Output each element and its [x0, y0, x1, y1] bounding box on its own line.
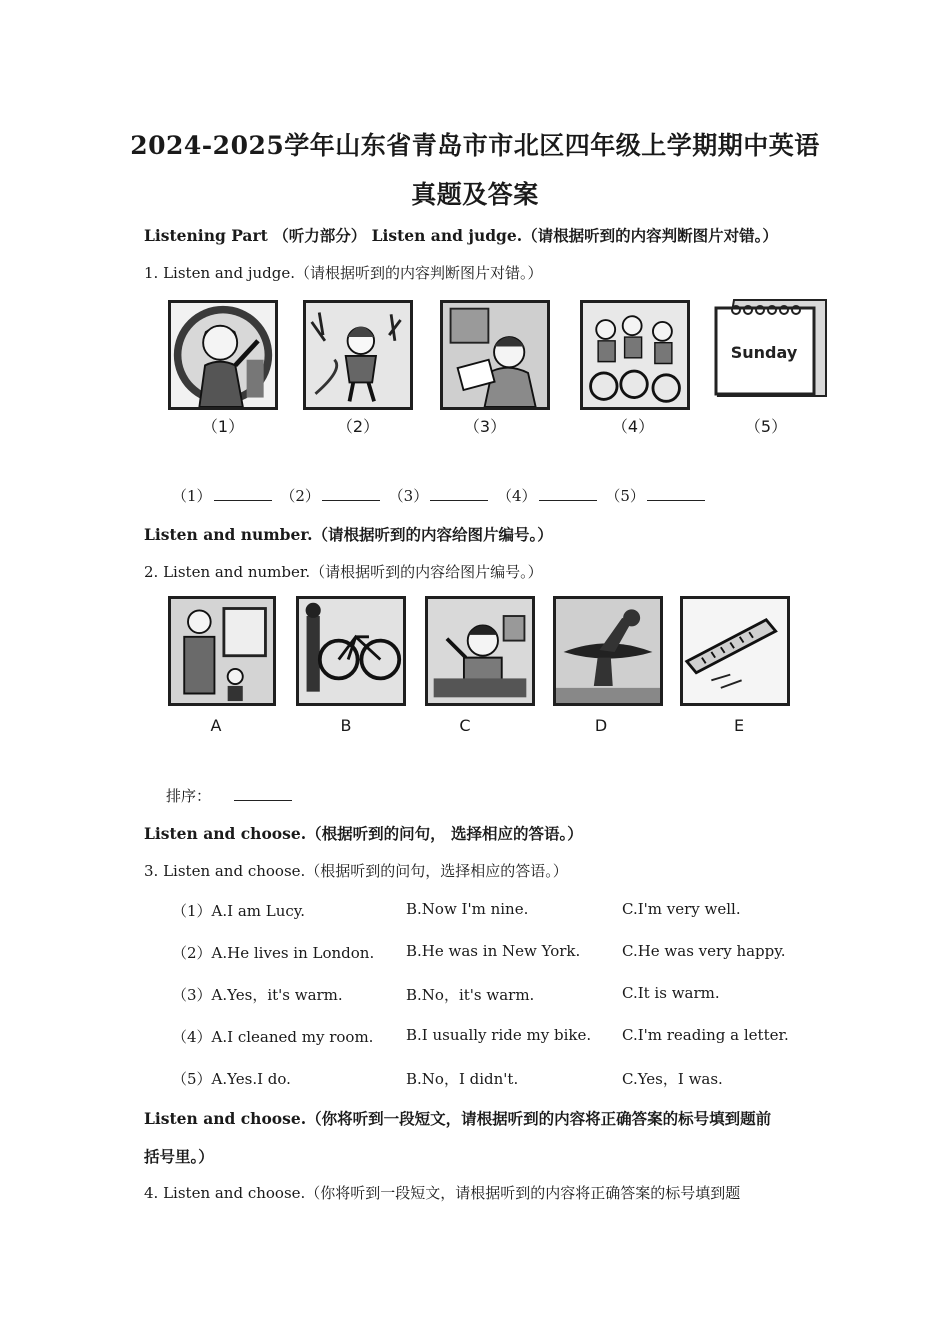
answer-blank-3[interactable]: [430, 486, 488, 501]
ruler-picture: [680, 596, 790, 706]
q3-row2-option-c: C.He was very happy.: [622, 942, 786, 960]
airplane-picture: [553, 596, 663, 706]
answer-blank-5[interactable]: [647, 486, 705, 501]
section4-heading-line1: Listen and choose.（你将听到一段短文，请根据听到的内容将正确答案的标号填到题前: [144, 1109, 772, 1128]
q3-row3-option-c: C.It is warm.: [622, 984, 720, 1002]
q3-row3-option-a: （3）A.Yes，it's warm.: [172, 986, 343, 1004]
question2-text: 2. Listen and number.（请根据听到的内容给图片编号。）: [144, 563, 543, 581]
order-answer-row: [166, 785, 296, 806]
children-cycling-picture: [580, 300, 690, 410]
section4-heading-line2: 括号里。）: [144, 1147, 214, 1166]
q1-answer-row: [172, 485, 709, 506]
picture-caption-c: C: [459, 716, 471, 735]
order-label: 排序：: [166, 787, 212, 805]
answer-label-1: （1）: [172, 487, 212, 505]
picture-caption-e: E: [733, 716, 745, 735]
q3-row2-option-a: （2）A.He lives in London.: [172, 944, 375, 962]
question1-text: 1. Listen and judge.（请根据听到的内容判断图片对错。）: [144, 264, 543, 282]
answer-label-3: （3）: [388, 487, 429, 505]
answer-blank-2[interactable]: [322, 486, 380, 501]
answer-label-2: （2）: [280, 487, 320, 505]
man-and-child-picture: [168, 596, 276, 706]
q3-row1-option-b: B.Now I'm nine.: [406, 900, 529, 918]
picture-caption-b: B: [340, 716, 352, 735]
picture-caption-d: D: [594, 716, 608, 735]
answer-blank-1[interactable]: [214, 486, 272, 501]
picture-caption-5: （5）: [744, 417, 788, 436]
q3-row5-option-a: （5）A.Yes.I do.: [172, 1070, 291, 1088]
section2-heading: Listen and number.（请根据听到的内容给图片编号。）: [144, 525, 553, 544]
q3-row5-option-c: C.Yes，I was.: [622, 1070, 723, 1088]
document-title-line1: 2024-2025学年山东省青岛市市北区四年级上学期期中英语: [130, 131, 820, 160]
document-title-line2: 真题及答案: [411, 180, 539, 209]
q3-row4-option-c: C.I'm reading a letter.: [622, 1026, 789, 1044]
q3-row4-option-b: B.I usually ride my bike.: [406, 1026, 592, 1044]
answer-blank-4[interactable]: [539, 486, 597, 501]
q3-row1-option-a: （1）A.I am Lucy.: [172, 902, 306, 920]
picture-caption-2: （2）: [336, 417, 380, 436]
q3-row5-option-b: B.No，I didn't.: [406, 1070, 519, 1088]
answer-label-5: （5）: [605, 487, 645, 505]
picture-caption-a: A: [210, 716, 222, 735]
picture-caption-3: （3）: [463, 417, 507, 436]
girl-in-winter-picture: [303, 300, 413, 410]
picture-caption-4: （4）: [611, 417, 655, 436]
answer-label-4: （4）: [496, 487, 537, 505]
q3-row3-option-b: B.No，it's warm.: [406, 986, 535, 1004]
q3-row1-option-c: C.I'm very well.: [622, 900, 741, 918]
question4-text: 4. Listen and choose.（你将听到一段短文，请根据听到的内容将正确答案的标号填到题: [144, 1184, 741, 1202]
section3-heading: Listen and choose.（根据听到的问句， 选择相应的答语。）: [144, 824, 583, 843]
section1-heading: Listening Part （听力部分） Listen and judge.（请根据听到的内容判断图片对错。）: [144, 226, 778, 245]
order-answer-blank[interactable]: [234, 786, 292, 801]
woman-waving-picture: [168, 300, 278, 410]
q3-row4-option-a: （4）A.I cleaned my room.: [172, 1028, 374, 1046]
question3-text: 3. Listen and choose.（根据听到的问句，选择相应的答语。）: [144, 862, 568, 880]
boy-at-desk-picture: [425, 596, 535, 706]
picture-caption-1: （1）: [201, 417, 245, 436]
boy-reading-picture: [440, 300, 550, 410]
bicycle-picture: [296, 596, 406, 706]
sunday-calendar-picture: [714, 296, 828, 408]
calendar-day-label: Sunday: [730, 343, 798, 362]
q3-row2-option-b: B.He was in New York.: [406, 942, 581, 960]
